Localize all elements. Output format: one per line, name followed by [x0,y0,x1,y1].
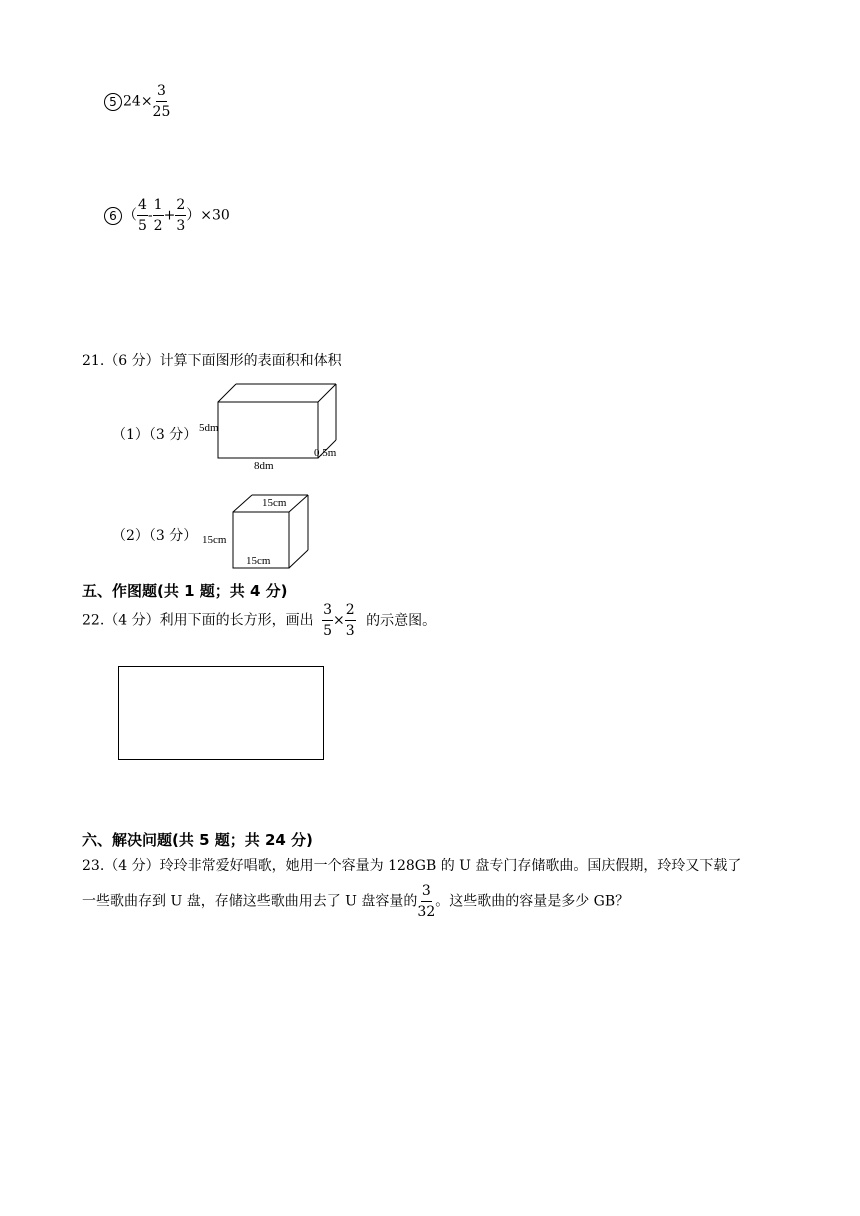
minus-sign: - [147,207,153,224]
q22-lead: 22.（4 分）利用下面的长方形，画出 [82,612,314,629]
q21-part1-label: （1）（3 分） [112,427,198,443]
open-paren: （ [123,207,137,224]
fraction-3-32: $\frac{3}{32}$ [417,883,436,920]
q23-line2 [82,884,629,919]
fraction-2-3: $\frac{2}{3}$ [176,197,186,234]
cuboid-height-label: 5dm [199,422,219,434]
cube-top-label: 15cm [262,497,287,509]
drawing-rectangle [118,666,324,760]
fraction-3-5: $\frac{3}{5}$ [323,602,332,639]
cuboid-diagram [196,380,366,475]
cuboid-length-label: 8dm [254,460,274,472]
q22-question [82,603,436,638]
circled-number-5: 5 [104,93,122,111]
q20-item5 [104,84,170,119]
fraction-3-25: $\frac{3}{25}$ [152,83,171,120]
q22-tail: 的示意图。 [366,612,437,629]
circled-number-6: 6 [104,207,122,225]
q23-line1: 23.（4 分）玲玲非常爱好唱歌，她用一个容量为 128GB 的 U 盘专门存储歌曲。国庆假期，玲玲又下载了 [82,858,742,874]
q20-item6-tail: ）×30 [186,207,230,224]
fraction-2-3: $\frac{2}{3}$ [345,602,355,639]
q20-item6 [104,198,230,233]
q20-item5-lead: 24× [123,93,153,110]
cuboid-depth-label: 0.5m [314,447,337,459]
q23-line2-lead: 一些歌曲存到 U 盘，存储这些歌曲用去了 U 盘容量的 [82,893,418,910]
plus-sign: + [163,207,176,224]
q23-line2-tail: 。这些歌曲的容量是多少 GB？ [435,893,630,910]
section6-heading: 六、解决问题(共 5 题；共 24 分) [82,831,313,849]
q21-title: 21.（6 分）计算下面图形的表面积和体积 [82,353,342,369]
cube-left-label: 15cm [202,534,227,546]
fraction-4-5: $\frac{4}{5}$ [138,197,147,234]
q21-part2-label: （2）（3 分） [112,528,198,544]
fraction-1-2: $\frac{1}{2}$ [153,197,163,234]
times-sign: × [333,612,345,629]
section5-heading: 五、作图题(共 1 题；共 4 分) [82,582,288,600]
cube-bottom-label: 15cm [246,555,271,567]
